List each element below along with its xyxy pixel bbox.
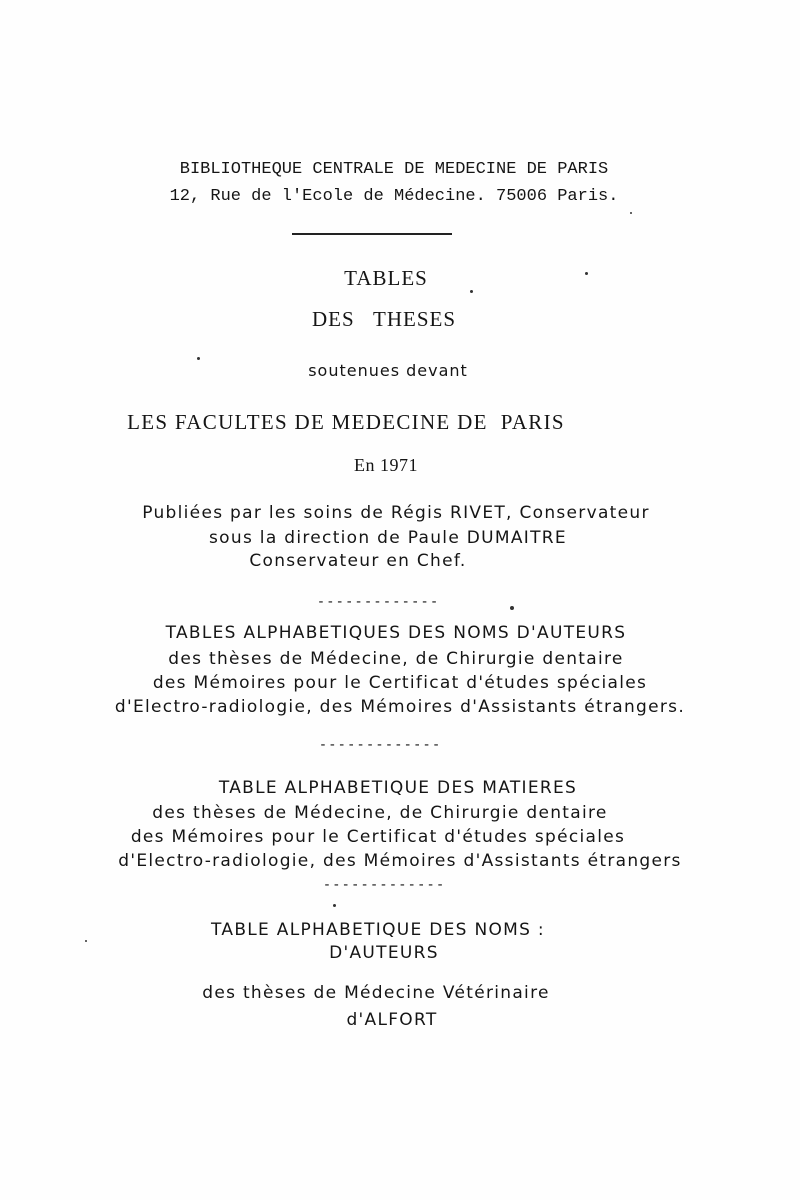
section2-line2: des Mémoires pour le Certificat d'études spéciales — [130, 827, 626, 847]
scan-speck — [85, 940, 87, 942]
library-name: BIBLIOTHEQUE CENTRALE DE MEDECINE DE PARIS — [179, 160, 609, 179]
header-rule — [292, 233, 452, 235]
separator-1: ------------- — [316, 594, 440, 610]
library-address: 12, Rue de l'Ecole de Médecine. 75006 Paris. — [169, 187, 619, 206]
section2-heading: TABLE ALPHABETIQUE DES MATIERES — [218, 778, 578, 798]
section3-line1: des thèses de Médecine Vétérinaire — [202, 983, 550, 1003]
title-tables: TABLES — [344, 266, 428, 290]
section3-heading1: TABLE ALPHABETIQUE DES NOMS : — [211, 920, 545, 940]
separator-3: ------------- — [322, 877, 446, 893]
title-year: En 1971 — [354, 455, 418, 475]
scan-speck — [470, 290, 473, 293]
section2-line1: des thèses de Médecine, de Chirurgie dentaire — [152, 803, 608, 823]
scan-speck — [630, 212, 632, 214]
scan-speck — [510, 606, 514, 610]
title-soutenues: soutenues devant — [308, 361, 468, 380]
section1-heading: TABLES ALPHABETIQUES DES NOMS D'AUTEURS — [165, 623, 627, 643]
credits-line3: Conservateur en Chef. — [249, 551, 467, 571]
separator-2: ------------- — [318, 737, 442, 753]
section1-line3: d'Electro-radiologie, des Mémoires d'Assistants étrangers. — [114, 697, 686, 717]
scan-speck — [333, 904, 336, 907]
scan-speck — [197, 357, 200, 360]
section1-line1: des thèses de Médecine, de Chirurgie dentaire — [168, 649, 624, 669]
section1-line2: des Mémoires pour le Certificat d'études spéciales — [152, 673, 648, 693]
scan-speck — [585, 272, 588, 275]
credits-line2: sous la direction de Paule DUMAITRE — [209, 528, 567, 548]
credits-line1: Publiées par les soins de Régis RIVET, Conservateur — [142, 503, 650, 523]
section3-heading2: D'AUTEURS — [329, 943, 439, 963]
section3-line2: d'ALFORT — [346, 1010, 438, 1030]
title-facultes: LES FACULTES DE MEDECINE DE PARIS — [127, 410, 565, 434]
section2-line3: d'Electro-radiologie, des Mémoires d'Assistants étrangers — [118, 851, 682, 871]
title-des-theses: DES THESES — [311, 307, 457, 331]
